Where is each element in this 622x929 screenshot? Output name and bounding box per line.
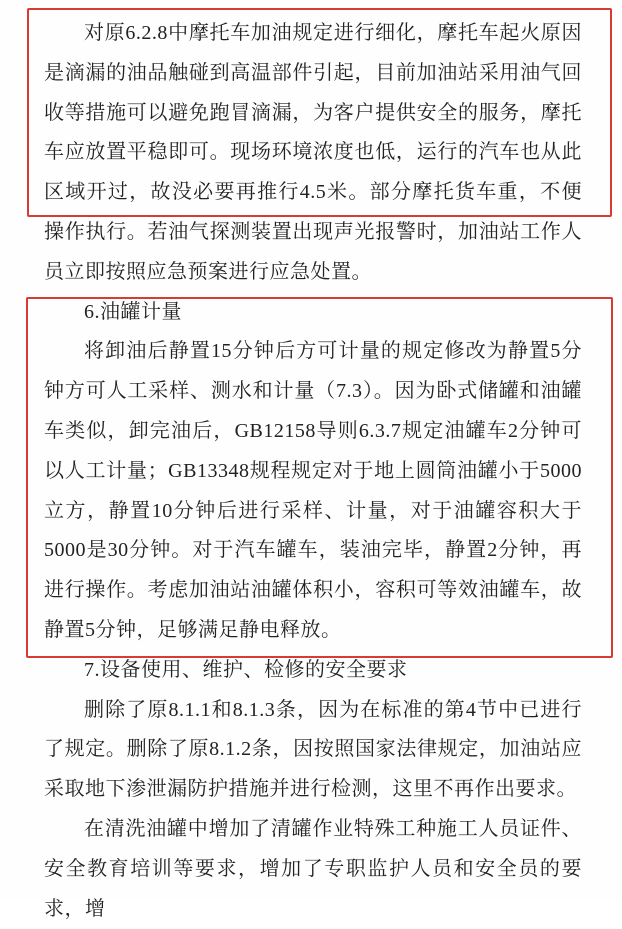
section-heading-6-tank-measurement: 6.油罐计量 bbox=[84, 300, 182, 323]
section-heading-7-equipment-safety: 7.设备使用、维护、检修的安全要求 bbox=[84, 658, 408, 681]
paragraph-deleted-clauses: 删除了原8.1.1和8.1.3条，因为在标准的第4节中已进行了规定。删除了原8.1.2条，因按照国家法律规定，加油站应采取地下渗泄漏防护措施并进行检测，这里不再作出要求。 bbox=[44, 698, 582, 801]
paragraph-motorcycle-refueling: 对原6.2.8中摩托车加油规定进行细化，摩托车起火原因是滴漏的油品触碰到高温部件引起，目前加油站采用油气回收等措施可以避免跑冒滴漏，为客户提供安全的服务，摩托车应放置平稳即可。现场环境浓度也低，运行的汽车也从此区域开过，故没必要再推行4.5米。部分摩托货车重，不便操作执行。若油气探测装置出现声光报警时，加油站工作人员立即按照应急预案进行应急处置。 bbox=[44, 22, 582, 283]
document-body bbox=[44, 14, 582, 929]
paragraph-tank-cleaning-requirements: 在清洗油罐中增加了清罐作业特殊工种施工人员证件、安全教育培训等要求，增加了专职监护人员和安全员的要求，增 bbox=[44, 817, 582, 920]
paragraph-tank-measurement: 将卸油后静置15分钟后方可计量的规定修改为静置5分钟方可人工采样、测水和计量（7.3）。因为卧式储罐和油罐车类似，卸完油后，GB12158导则6.3.7规定油罐车2分钟可以人工计量；GB13348规程规定对于地上圆筒油罐小于5000立方，静置10分钟后进行采样、计量，对于油罐容积大于5000是30分钟。对于汽车罐车，装油完毕，静置2分钟，再进行操作。考虑加油站油罐体积小，容积可等效油罐车，故静置5分钟，足够满足静电释放。 bbox=[44, 340, 582, 641]
